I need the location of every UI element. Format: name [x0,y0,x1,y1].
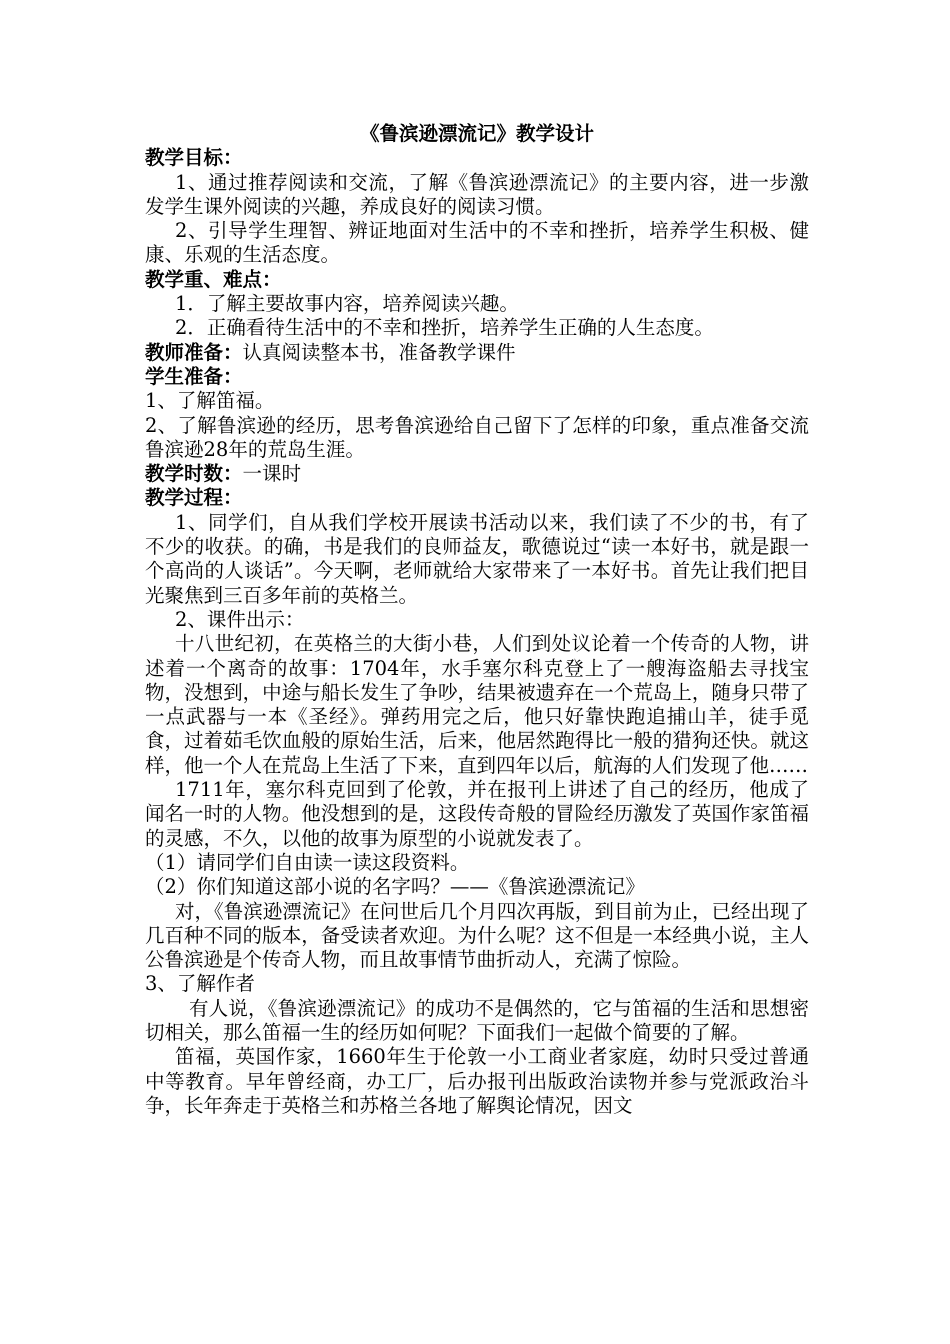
body-paragraph: 笛福，英国作家，1660年生于伦敦一小工商业者家庭，幼时只受过普通中等教育。早年曾经商，办工厂，后办报刊出版政治读物并参与党派政治斗争，长年奔走于英格兰和苏格兰各地了解舆论情况，因文 [145,1045,809,1117]
process-step: 3、了解作者 [145,972,255,996]
body-paragraph: 有人说，《鲁滨逊漂流记》的成功不是偶然的，它与笛福的生活和思想密切相关，那么笛福一生的经历如何呢？下面我们一起做个简要的了解。 [145,996,809,1044]
story-paragraph: 十八世纪初，在英格兰的大街小巷，人们到处议论着一个传奇的人物，讲述着一个离奇的故事：1704年，水手塞尔科克登上了一艘海盗船去寻找宝物，没想到，中途与船长发生了争吵，结果被遗弃在一个荒岛上，随身只带了一点武器与一本《圣经》。弹药用完之后，他只好靠快跑追捕山羊，徒手觅食，过着茹毛饮血般的原始生活，后来，他居然跑得比一般的猎狗还快。就这样，他一个人在荒岛上生活了下来，直到四年以后，航海的人们发现了他…… [145,632,809,777]
story-paragraph: 1711年，塞尔科克回到了伦敦，并在报刊上讲述了自己的经历，他成了闻名一时的人物。他没想到的是，这段传奇般的冒险经历激发了英国作家笛福的灵感，不久，以他的故事为原型的小说就发表了。 [145,778,809,850]
teaching-hours-label: 教学时数： [145,462,243,486]
teacher-prep-text: 认真阅读整本书，准备教学课件 [242,340,516,364]
teacher-prep-label: 教师准备： [145,340,243,364]
process-step: 2、课件出示： [175,607,305,631]
teacher-prep-line [145,341,809,365]
student-prep-item: 2、了解鲁滨逊的经历，思考鲁滨逊给自己留下了怎样的印象，重点准备交流鲁滨逊28年的荒岛生涯。 [145,413,809,461]
document-body [145,122,809,1118]
section-heading-goals: 教学目标： [145,146,243,170]
question-item: （1）请同学们自由读一读这段资料。 [145,850,470,874]
question-item: （2）你们知道这部小说的名字吗？——《鲁滨逊漂流记》 [145,875,645,899]
body-paragraph: 对，《鲁滨逊漂流记》在问世后几个月四次再版，到目前为止，已经出现了几百种不同的版本，备受读者欢迎。为什么呢？这不但是一本经典小说，主人公鲁滨逊是个传奇人物，而且故事情节曲折动人，充满了惊险。 [145,899,809,972]
goal-item: 1、通过推荐阅读和交流，了解《鲁滨逊漂流记》的主要内容，进一步激发学生课外阅读的兴趣，养成良好的阅读习惯。 [145,170,809,218]
key-point-item: 2．正确看待生活中的不幸和挫折，培养学生正确的人生态度。 [175,316,714,340]
key-point-item: 1．了解主要故事内容，培养阅读兴趣。 [175,292,519,316]
goal-item: 2、引导学生理智、辨证地面对生活中的不幸和挫折，培养学生积极、健康、乐观的生活态度。 [145,219,809,267]
process-step: 1、同学们，自从我们学校开展读书活动以来，我们读了不少的书，有了不少的收获。的确，书是我们的良师益友，歌德说过“读一本好书，就是跟一个高尚的人谈话”。今天啊，老师就给大家带来了一本好书。首先让我们把目光聚焦到三百多年前的英格兰。 [145,510,809,607]
page-title: 《鲁滨逊漂流记》教学设计 [359,122,594,145]
teaching-hours-text: 一课时 [242,462,302,486]
student-prep-item: 1、了解笛福。 [145,389,275,413]
teaching-hours-line [145,462,809,486]
section-heading-process: 教学过程： [145,486,243,510]
section-heading-key-points: 教学重、难点： [145,267,282,291]
section-heading-student-prep: 学生准备： [145,364,243,388]
